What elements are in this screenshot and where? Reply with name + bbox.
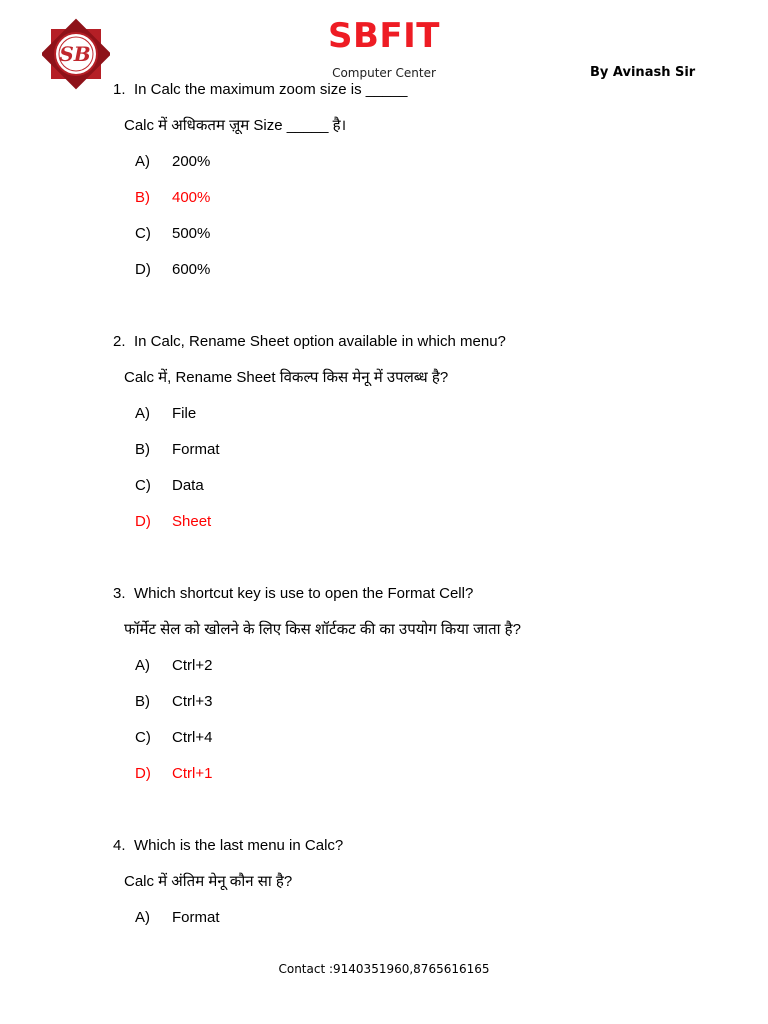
option-letter: C) (135, 477, 151, 494)
option-3d-correct (135, 764, 212, 784)
option-3c (135, 728, 212, 748)
option-letter: B) (135, 441, 150, 458)
option-3b (135, 692, 212, 712)
option-1b-correct (135, 188, 210, 208)
brand-title: SBFIT (328, 16, 440, 56)
option-4a (135, 908, 220, 928)
question-2 (113, 332, 506, 352)
question-3 (113, 584, 473, 604)
option-2d-correct (135, 512, 211, 532)
option-text: Ctrl+1 (172, 765, 213, 782)
question-number: 1. (113, 81, 126, 98)
option-2c (135, 476, 204, 496)
option-letter: D) (135, 261, 151, 278)
option-text: 500% (172, 225, 211, 242)
option-letter: C) (135, 729, 151, 746)
question-3-hindi: फॉर्मेट सेल को खोलने के लिए किस शॉर्टकट की का उपयोग किया जाता है? (124, 621, 521, 638)
question-text: In Calc, Rename Sheet option available in which menu? (134, 333, 506, 350)
option-3a (135, 656, 212, 676)
option-letter: A) (135, 153, 150, 170)
brand-subtitle: Computer Center (332, 66, 436, 80)
question-text: Which is the last menu in Calc? (134, 837, 344, 854)
option-1c (135, 224, 210, 244)
question-2-hindi: Calc में, Rename Sheet विकल्प किस मेनू में उपलब्ध है? (124, 369, 449, 386)
option-text: Ctrl+3 (172, 693, 213, 710)
option-text: Ctrl+4 (172, 729, 213, 746)
option-text: 200% (172, 153, 211, 170)
option-letter: A) (135, 909, 150, 926)
question-number: 2. (113, 333, 126, 350)
option-text: 600% (172, 261, 211, 278)
option-letter: A) (135, 657, 150, 674)
question-text: Which shortcut key is use to open the Format Cell? (134, 585, 474, 602)
option-text: Sheet (172, 513, 212, 530)
option-1a (135, 152, 210, 172)
option-letter: B) (135, 189, 150, 206)
option-text: Ctrl+2 (172, 657, 213, 674)
option-text: Format (172, 441, 220, 458)
contact-footer: Contact :9140351960,8765616165 (278, 962, 490, 976)
question-text: In Calc the maximum zoom size is _____ (134, 81, 408, 98)
option-text: File (172, 405, 197, 422)
question-number: 3. (113, 585, 126, 602)
option-2a (135, 404, 196, 424)
option-1d (135, 260, 210, 280)
option-text: Data (172, 477, 204, 494)
svg-text:SB: SB (59, 42, 91, 66)
author-label: By Avinash Sir (590, 65, 696, 80)
question-4-hindi: Calc में अंतिम मेनू कौन सा है? (124, 873, 293, 890)
option-letter: B) (135, 693, 150, 710)
question-4 (113, 836, 343, 856)
option-letter: D) (135, 765, 151, 782)
option-letter: D) (135, 513, 151, 530)
question-1-hindi: Calc में अधिकतम ज़ूम Size _____ है। (124, 117, 347, 134)
question-number: 4. (113, 837, 126, 854)
option-letter: A) (135, 405, 150, 422)
option-text: 400% (172, 189, 211, 206)
option-letter: C) (135, 225, 151, 242)
option-text: Format (172, 909, 220, 926)
question-1 (113, 80, 407, 100)
option-2b (135, 440, 220, 460)
